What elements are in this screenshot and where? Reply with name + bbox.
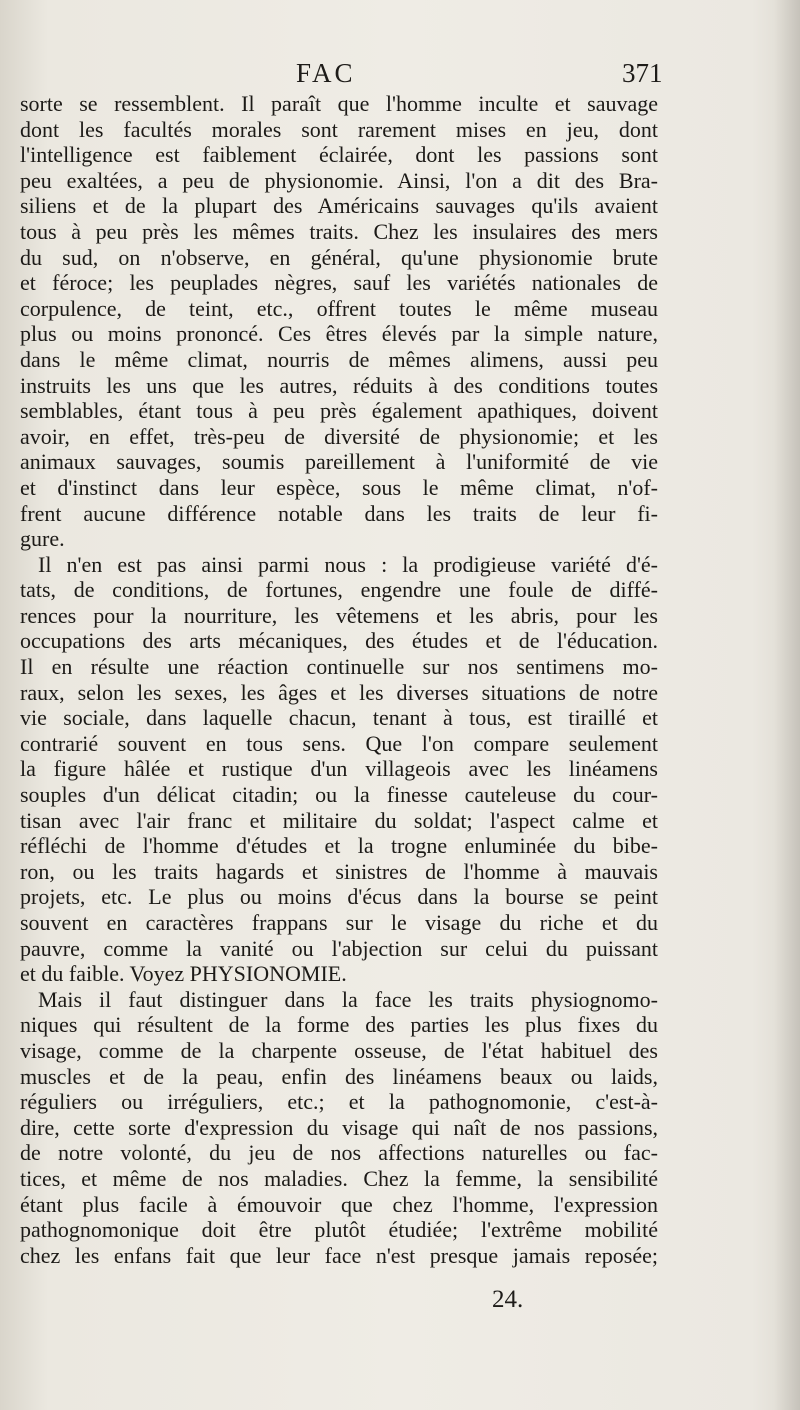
paragraph-start-line: Mais il faut distinguer dans la face les traits physiognomo- xyxy=(38,986,658,1012)
text-line: contrarié souvent en tous sens. Que l'on compare seulement xyxy=(20,730,658,756)
text-line: dont les facultés morales sont rarement mises en jeu, dont xyxy=(20,116,658,142)
paragraph-start-line: Il n'en est pas ainsi parmi nous : la prodigieuse variété d'é- xyxy=(38,551,658,577)
text-line: niques qui résultent de la forme des parties les plus fixes du xyxy=(20,1012,658,1038)
text-line: ron, ou les traits hagards et sinistres de l'homme à mauvais xyxy=(20,858,658,884)
text-line: du sud, on n'observe, en général, qu'une physionomie brute xyxy=(20,244,658,270)
text-line: vie sociale, dans laquelle chacun, tenant à tous, est tiraillé et xyxy=(20,705,658,731)
paragraph-end-line: gure. xyxy=(20,526,65,552)
text-line: tices, et même de nos maladies. Chez la femme, la sensibilité xyxy=(20,1165,658,1191)
page-edge-shadow xyxy=(774,0,800,1410)
text-line: Il en résulte une réaction continuelle sur nos sentimens mo- xyxy=(20,654,658,680)
text-line: rences pour la nourriture, les vêtemens et les abris, pour les xyxy=(20,602,658,628)
page-number: 371 xyxy=(622,58,663,88)
text-line: projets, etc. Le plus ou moins d'écus dans la bourse se peint xyxy=(20,884,658,910)
text-line: dire, cette sorte d'expression du visage qui naît de nos passions, xyxy=(20,1114,658,1140)
paragraph-end-line: et du faible. Voyez PHYSIONOMIE. xyxy=(20,961,347,987)
text-line: plus ou moins prononcé. Ces êtres élevés par la simple nature, xyxy=(20,321,658,347)
text-line: dans le même climat, nourris de mêmes alimens, aussi peu xyxy=(20,346,658,372)
text-line: tisan avec l'air franc et militaire du soldat; l'aspect calme et xyxy=(20,807,658,833)
text-line: l'intelligence est faiblement éclairée, dont les passions sont xyxy=(20,142,658,168)
text-line: pathognomonique doit être plutôt étudiée; l'extrême mobilité xyxy=(20,1217,658,1243)
text-line: muscles et de la peau, enfin des linéamens beaux ou laids, xyxy=(20,1063,658,1089)
text-line: instruits les uns que les autres, réduits à des conditions toutes xyxy=(20,372,658,398)
text-line: et d'instinct dans leur espèce, sous le même climat, n'of- xyxy=(20,474,658,500)
text-line: chez les enfans fait que leur face n'est presque jamais reposée; xyxy=(20,1242,658,1268)
text-line: réguliers ou irréguliers, etc.; et la pathognomonie, c'est-à- xyxy=(20,1089,658,1115)
text-line: raux, selon les sexes, les âges et les diverses situations de notre xyxy=(20,679,658,705)
body-text xyxy=(20,91,658,1268)
text-line: réfléchi de l'homme d'études et la trogne enluminée du bibe- xyxy=(20,833,658,859)
text-line: corpulence, de teint, etc., offrent toutes le même museau xyxy=(20,295,658,321)
text-line: étant plus facile à émouvoir que chez l'homme, l'expression xyxy=(20,1191,658,1217)
text-line: avoir, en effet, très-peu de diversité de physionomie; et les xyxy=(20,423,658,449)
text-line: frent aucune différence notable dans les traits de leur fi- xyxy=(20,500,658,526)
text-line: pauvre, comme la vanité ou l'abjection sur celui du puissant xyxy=(20,935,658,961)
text-line: souples d'un délicat citadin; ou la finesse cauteleuse du cour- xyxy=(20,782,658,808)
text-line: animaux sauvages, soumis pareillement à l'uniformité de vie xyxy=(20,449,658,475)
text-line: semblables, étant tous à peu près également apathiques, doivent xyxy=(20,398,658,424)
text-line: tous à peu près les mêmes traits. Chez les insulaires des mers xyxy=(20,218,658,244)
signature-mark: 24. xyxy=(492,1286,524,1313)
text-line: et féroce; les peuplades nègres, sauf les variétés nationales de xyxy=(20,270,658,296)
running-head: FAC xyxy=(296,58,356,88)
text-line: la figure hâlée et rustique d'un villageois avec les linéamens xyxy=(20,756,658,782)
text-line: occupations des arts mécaniques, des études et de l'éducation. xyxy=(20,628,658,654)
text-line: souvent en caractères frappans sur le visage du riche et du xyxy=(20,910,658,935)
text-line: sorte se ressemblent. Il paraît que l'homme inculte et sauvage xyxy=(20,91,658,116)
text-line: siliens et de la plupart des Américains sauvages qu'ils avaient xyxy=(20,193,658,219)
text-line: visage, comme de la charpente osseuse, de l'état habituel des xyxy=(20,1037,658,1063)
text-line: tats, de conditions, de fortunes, engendre une foule de diffé- xyxy=(20,577,658,603)
text-line: peu exaltées, a peu de physionomie. Ainsi, l'on a dit des Bra- xyxy=(20,167,658,193)
text-line: de notre volonté, du jeu de nos affections naturelles ou fac- xyxy=(20,1140,658,1166)
